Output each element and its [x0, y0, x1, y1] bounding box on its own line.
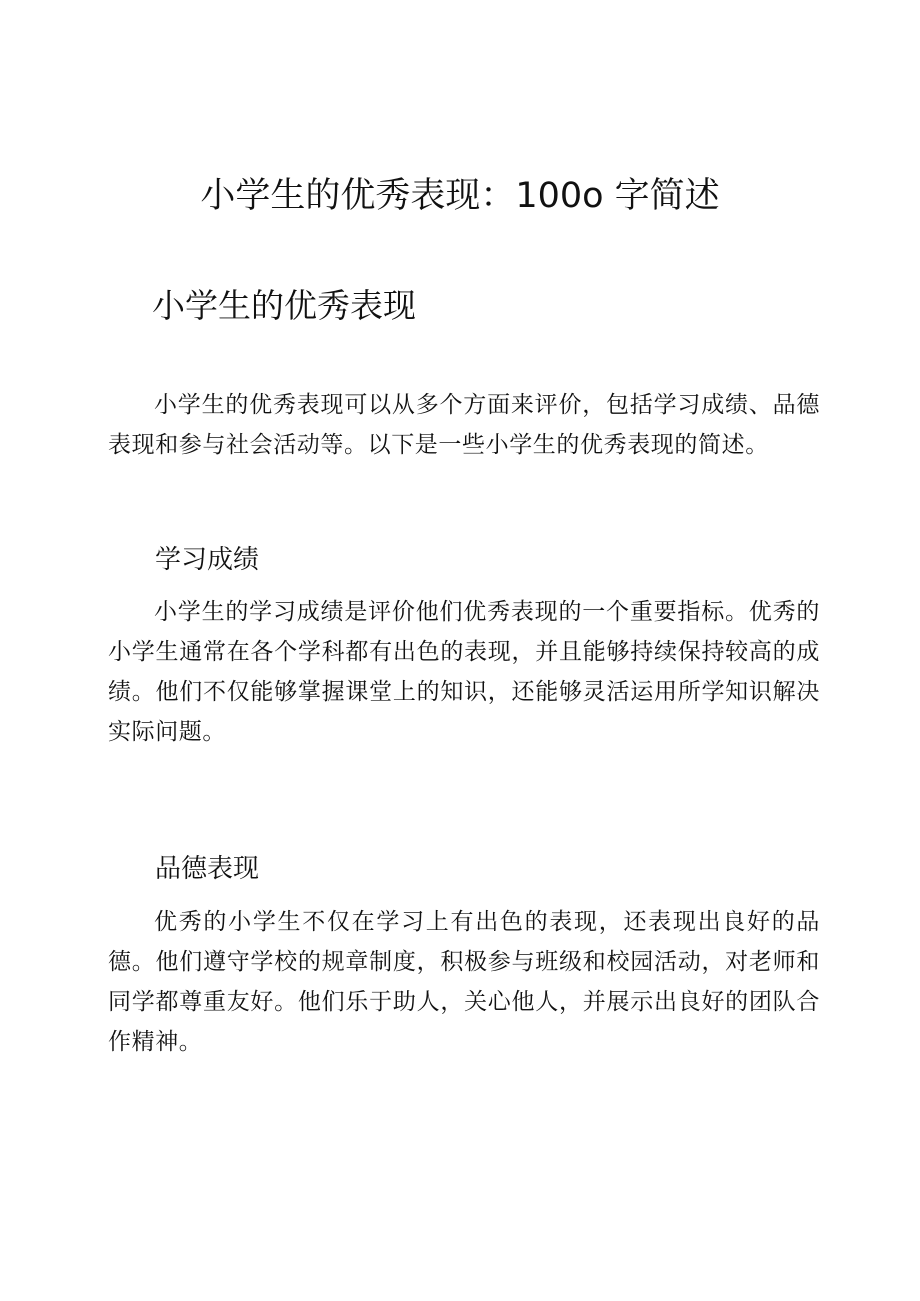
document-title: 小学生的优秀表现：100o 字简述	[200, 176, 720, 216]
subheading-academic: 学习成绩	[155, 545, 260, 575]
subheading-character: 品德表现	[155, 854, 260, 884]
academic-paragraph: 小学生的学习成绩是评价他们优秀表现的一个重要指标。优秀的小学生通常在各个学科都有出色的表现，并且能够持续保持较高的成绩。他们不仅能够掌握课堂上的知识，还能够灵活运用所学知识解决实际问题。	[108, 599, 820, 745]
section-heading: 小学生的优秀表现	[152, 286, 416, 325]
character-paragraph: 优秀的小学生不仅在学习上有出色的表现，还表现出良好的品德。他们遵守学校的规章制度，积极参与班级和校园活动，对老师和同学都尊重友好。他们乐于助人，关心他人，并展示出良好的团队合作精神。	[108, 909, 820, 1055]
intro-paragraph: 小学生的优秀表现可以从多个方面来评价，包括学习成绩、品德表现和参与社会活动等。以下是一些小学生的优秀表现的简述。	[108, 392, 820, 458]
